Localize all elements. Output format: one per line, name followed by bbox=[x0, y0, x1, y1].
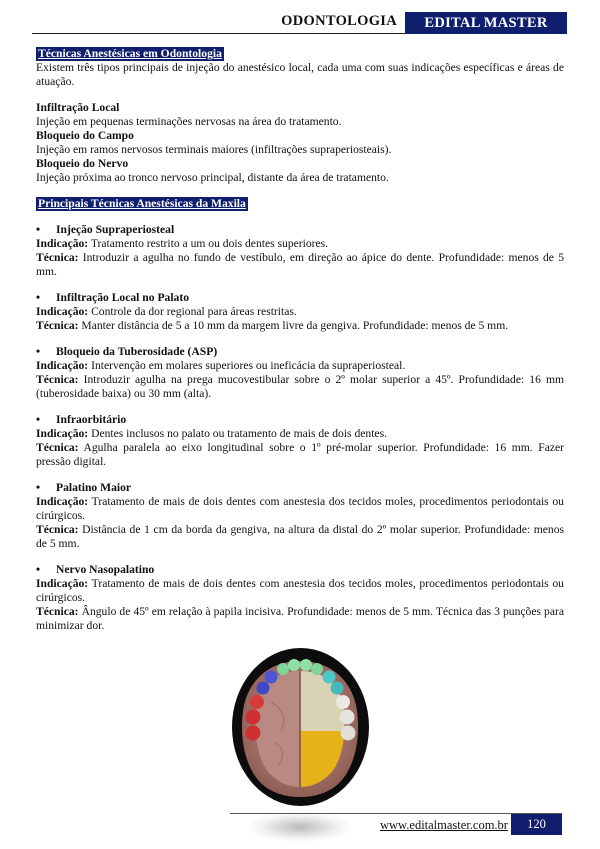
page-number: 120 bbox=[511, 814, 562, 835]
section-intro: Existem três tipos principais de injeção do anestésico local, cada uma com suas indicações específicas e áreas de atuação. bbox=[36, 61, 564, 88]
type-desc: Injeção em ramos nervosos terminais maiores (infiltrações supraperiosteais). bbox=[36, 143, 392, 156]
type-name: Infiltração Local bbox=[36, 101, 120, 114]
technique-name: • Nervo Nasopalatino bbox=[36, 563, 564, 577]
technique-name: • Infraorbitário bbox=[36, 413, 564, 427]
header-subject: ODONTOLOGIA bbox=[281, 13, 397, 29]
technique-name: • Infiltração Local no Palato bbox=[36, 291, 564, 305]
technique-tecnica: Técnica: Ângulo de 45º em relação à papila incisiva. Profundidade: menos de 5 mm. Técnica das 3 punções para minimizar dor. bbox=[36, 605, 564, 632]
technique-name: • Bloqueio da Tuberosidade (ASP) bbox=[36, 345, 564, 359]
section-title-maxila: Principais Técnicas Anestésicas da Maxila bbox=[38, 197, 246, 210]
technique-tecnica: Técnica: Introduzir a agulha no fundo de vestíbulo, em direção ao ápice do dente. Profundidade: menos de 5 mm. bbox=[36, 251, 564, 278]
technique-indicacao: Indicação: Controle da dor regional para áreas restritas. bbox=[36, 305, 297, 318]
type-name: Bloqueio do Nervo bbox=[36, 157, 129, 170]
technique-indicacao: Indicação: Tratamento restrito a um ou dois dentes superiores. bbox=[36, 237, 329, 250]
technique-indicacao: Indicação: Dentes inclusos no palato ou tratamento de mais de dois dentes. bbox=[36, 427, 387, 440]
technique-indicacao: Indicação: Tratamento de mais de dois dentes com anestesia dos tecidos moles, procedimentos periodontais ou cirúrgicos. bbox=[36, 577, 564, 604]
type-desc: Injeção em pequenas terminações nervosas na área do tratamento. bbox=[36, 115, 342, 128]
type-name: Bloqueio do Campo bbox=[36, 129, 134, 142]
technique-tecnica: Técnica: Manter distância de 5 a 10 mm da margem livre da gengiva. Profundidade: menos de 5 mm. bbox=[36, 319, 509, 332]
technique-indicacao: Indicação: Tratamento de mais de dois dentes com anestesia dos tecidos moles, procedimentos periodontais ou cirúrgicos. bbox=[36, 495, 564, 522]
header-brand: EDITAL MASTER bbox=[405, 12, 567, 34]
maxilla-illustration bbox=[231, 647, 370, 807]
page-content bbox=[36, 47, 564, 633]
type-desc: Injeção próxima ao tronco nervoso principal, distante da área de tratamento. bbox=[36, 171, 389, 184]
technique-name: • Injeção Supraperiosteal bbox=[36, 223, 564, 237]
technique-name: • Palatino Maior bbox=[36, 481, 564, 495]
maxilla-anesthesia-zones-image bbox=[231, 647, 370, 807]
footer-website-link[interactable]: www.editalmaster.com.br bbox=[380, 818, 508, 832]
technique-tecnica: Técnica: Agulha paralela ao eixo longitudinal sobre o 1º pré-molar superior. Profundidade: 16 mm. Fazer pressão digital. bbox=[36, 441, 564, 468]
technique-tecnica: Técnica: Introduzir agulha na prega mucovestibular sobre o 2º molar superior a 45º. Profundidade: 16 mm (tuberosidade baixa) ou 30 mm (alta). bbox=[36, 373, 565, 400]
page-header bbox=[32, 12, 567, 34]
section-title-tecnicas: Técnicas Anestésicas em Odontologia bbox=[38, 47, 222, 60]
technique-indicacao: Indicação: Intervenção em molares superiores ou ineficácia da supraperiosteal. bbox=[36, 359, 406, 372]
illustration-shadow bbox=[248, 812, 352, 842]
technique-tecnica: Técnica: Distância de 1 cm da borda da gengiva, na altura da distal do 2º molar superior. Profundidade: menos de 5 mm. bbox=[36, 523, 565, 550]
